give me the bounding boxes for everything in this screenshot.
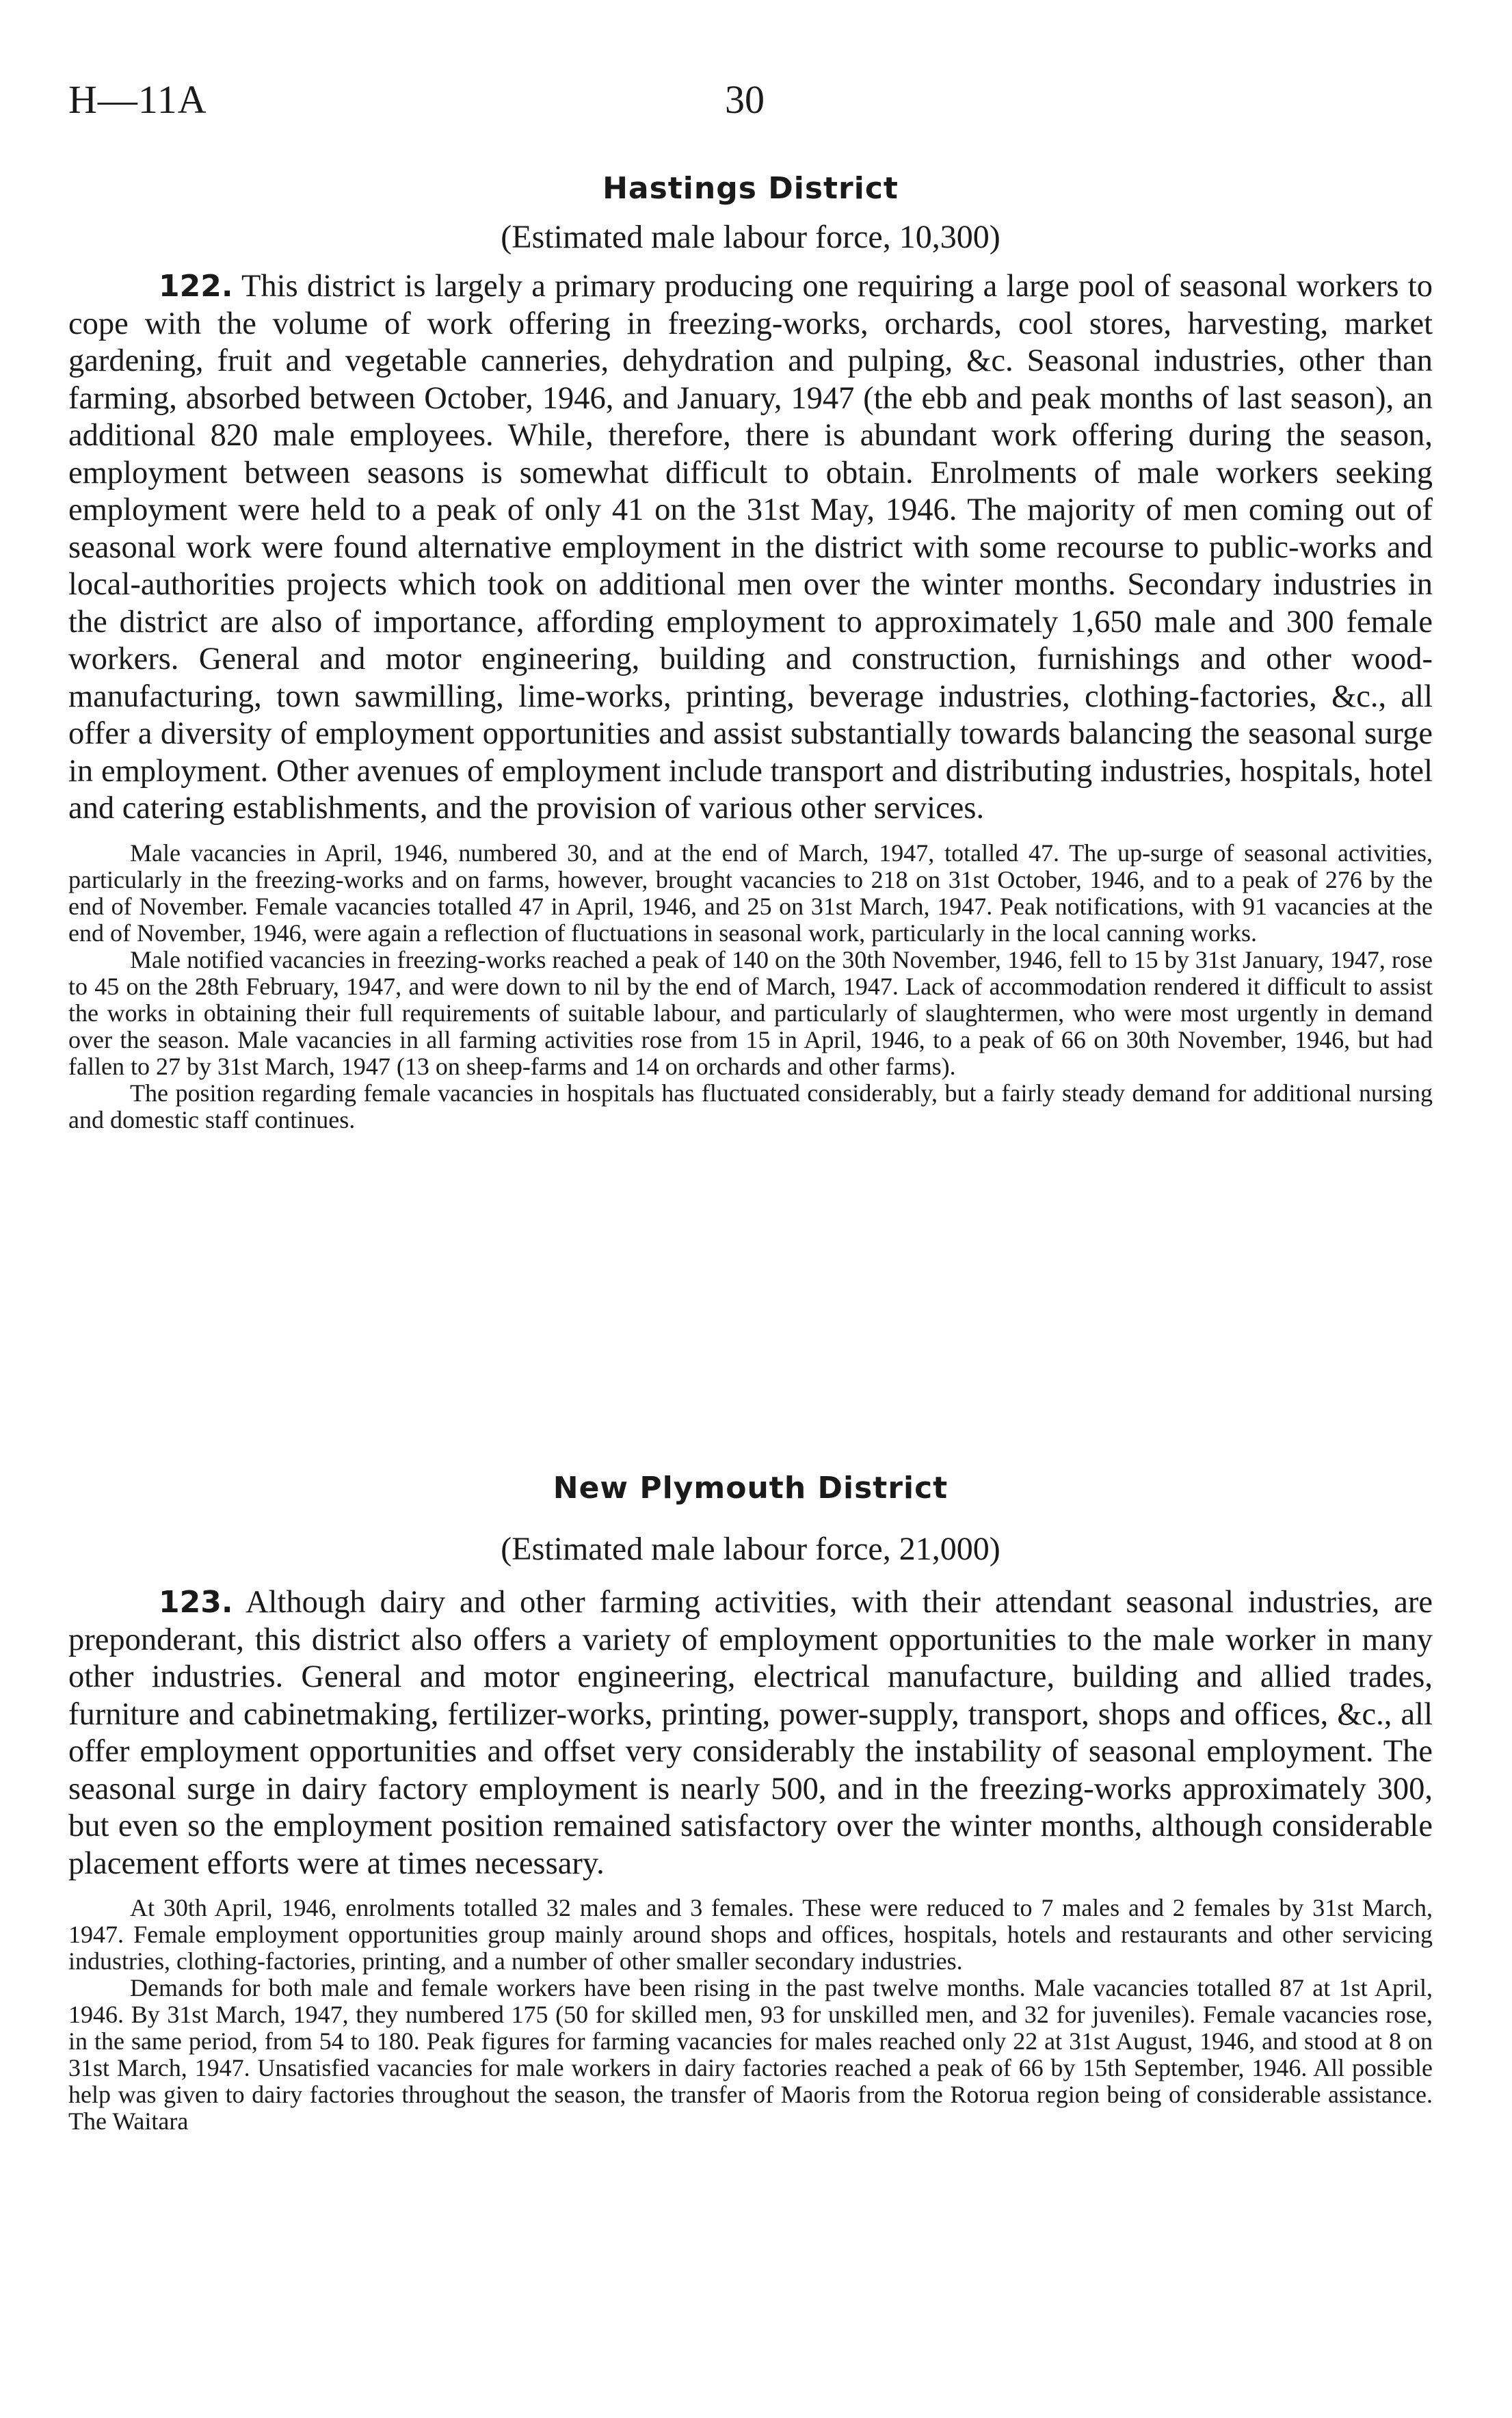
paragraph-number: 122. (159, 269, 233, 304)
note-paragraph: The position regarding female vacancies in hospitals has fluctuated considerably, but a fairly steady demand for additional nursing and domestic staff continues. (68, 1079, 1433, 1133)
note-paragraph: Male notified vacancies in freezing-works reached a peak of 140 on the 30th November, 1946, fell to 15 by 31st January, 1947, rose to 45 on the 28th February, 1947, and were down to nil by the end of March, 1947. Lack of accommodation rendered it difficult to assist the works in obtaining their full requirements of suitable labour, and particularly of slaughtermen, who were most urgently in demand over the season. Male vacancies in all farming activities rose from 15 in April, 1946, to a peak of 66 on 30th November, 1946, but had fallen to 27 by 31st March, 1947 (13 on sheep-farms and 14 on orchards and other farms). (68, 945, 1433, 1080)
paragraph-text: This district is largely a primary producing one requiring a large pool of seasonal workers to cope with the volume of work offering in freezing-works, orchards, cool stores, harvesting, market gardening, fruit and vegetable canneries, dehydration and pulping, &c. Seasonal industries, other than farming, absorbed between October, 1946, and January, 1947 (the ebb and peak months of last season), an additional 820 male employees. While, therefore, there is abundant work offering during the season, employment between seasons is somewhat difficult to obtain. Enrolments of male workers seeking employment were held to a peak of only 41 on the 31st May, 1946. The majority of men coming out of seasonal work were found alternative employment in the district with some recourse to public-works and local-authorities projects which took on additional men over the winter months. Secondary industries in the district are also of importance, affording employment to approximately 1,650 male and 300 female workers. General and motor engineering, building and construction, furnishings and other wood-manufacturing, town sawmilling, lime-works, printing, beverage industries, clothing-factories, &c., all offer a diversity of employment opportunities and assist substantially towards balancing the seasonal surge in employment. Other avenues of employment include transport and distributing industries, hospitals, hotel and catering establishments, and the provision of various other services. (68, 269, 1433, 826)
paragraph-text: Although dairy and other farming activities, with their attendant seasonal industries, are preponderant, this district also offers a variety of employment opportunities to the male worker in many other industries. General and motor engineering, electrical manufacture, building and allied trades, furniture and cabinetmaking, fertilizer-works, printing, power-supply, transport, shops and offices, &c., all offer employment opportunities and offset very considerably the instability of seasonal employment. The seasonal surge in dairy factory employment is nearly 500, and in the freezing-works approximately 300, but even so the employment position remained satisfactory over the winter months, although considerable placement efforts were at times necessary. (68, 1585, 1433, 1881)
paragraph-number: 123. (159, 1585, 233, 1620)
section-title: New Plymouth District (553, 1471, 949, 1506)
page-number: 30 (725, 77, 765, 122)
main-paragraph (68, 268, 1433, 828)
note-paragraph: At 30th April, 1946, enrolments totalled 32 males and 3 females. These were reduced to 7 males and 2 females by 31st March, 1947. Female employment opportunities group mainly around shops and offices, hospitals, hotels and restaurants and other servicing industries, clothing-factories, printing, and a number of other smaller secondary industries. (68, 1894, 1433, 1975)
note-paragraph: Male vacancies in April, 1946, numbered 30, and at the end of March, 1947, totalled 47. The up-surge of seasonal activities, particularly in the freezing-works and on farms, however, brought vacancies to 218 on 31st October, 1946, and to a peak of 276 by the end of November. Female vacancies totalled 47 in April, 1946, and 25 on 31st March, 1947. Peak notifications, with 91 vacancies at the end of November, 1946, were again a reflection of fluctuations in seasonal work, particularly in the local canning works. (68, 839, 1433, 947)
main-paragraph (68, 1584, 1433, 1882)
section-title: Hastings District (602, 171, 899, 206)
section-new-plymouth-district (68, 1471, 1433, 2135)
section-subtitle: (Estimated male labour force, 21,000) (501, 1531, 1000, 1567)
running-head (68, 77, 1433, 131)
section-subtitle: (Estimated male labour force, 10,300) (501, 219, 1000, 255)
note-paragraph: Demands for both male and female workers have been rising in the past twelve months. Male vacancies totalled 87 at 1st April, 1946. By 31st March, 1947, they numbered 175 (50 for skilled men, 93 for unskilled men, and 32 for juveniles). Female vacancies rose, in the same period, from 54 to 180. Peak figures for farming vacancies for males reached only 22 at 31st August, 1946, and stood at 8 on 31st March, 1947. Unsatisfied vacancies for male workers in dairy factories reached a peak of 66 by 15th September, 1946. All possible help was given to dairy factories throughout the season, the transfer of Maoris from the Rotorua region being of considerable assistance. The Waitara (68, 1974, 1433, 2135)
section-hastings-district (68, 171, 1433, 1133)
document-reference: H—11A (68, 77, 207, 122)
